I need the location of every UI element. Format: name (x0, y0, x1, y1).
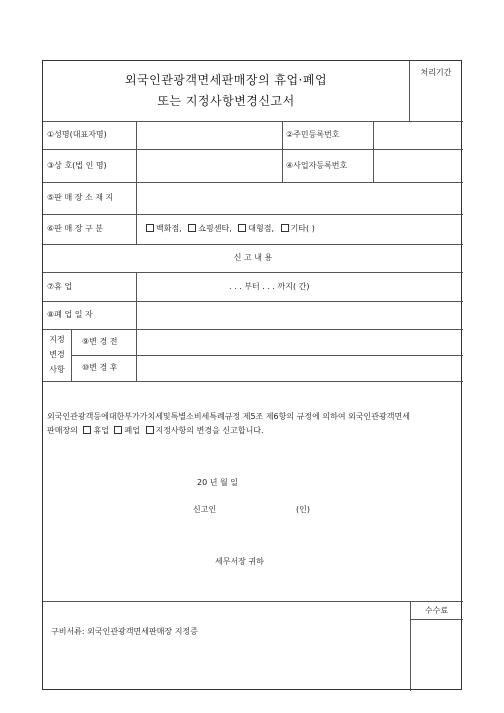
suspension-label: ⑦휴 업 (47, 282, 73, 291)
trade-name-label: ③상 호(법 인 명) (47, 161, 107, 170)
location-label: ⑤판 매 장 소 재 지 (47, 193, 114, 202)
business-no-label: ④사업자등록번호 (286, 161, 348, 170)
change-group-line3: 사항 (49, 365, 65, 374)
change-checkbox[interactable] (146, 426, 154, 434)
closure-date-label: ⑧폐 업 일 자 (47, 310, 93, 319)
fee-field[interactable] (411, 620, 463, 690)
after-field[interactable] (137, 356, 463, 381)
applicant-label: 신고인 (193, 505, 217, 514)
resident-no-field[interactable] (374, 122, 463, 149)
change-group-line2: 변경 (49, 350, 65, 359)
report-content-header: 신 고 내 용 (233, 253, 273, 262)
form-title-line1: 외국인관광객면세판매장의 휴업·폐업 (124, 73, 328, 87)
large-store-checkbox[interactable] (238, 224, 246, 232)
seal-mark: (인) (296, 505, 310, 514)
attachments-note: 구비서류: 외국인관광객면세판매장 지정증 (51, 627, 198, 636)
closure-date-field[interactable] (137, 302, 463, 329)
closure-checkbox[interactable] (114, 426, 122, 434)
name-label: ①성명(대표자명) (47, 130, 107, 139)
shopping-center-checkbox[interactable] (188, 224, 196, 232)
before-label: ⑨변 경 전 (82, 337, 118, 346)
report-form (42, 60, 462, 690)
location-field[interactable] (137, 183, 463, 214)
statement-line1: 외국인관광객등에대한부가가치세및특별소비세특례규정 제5조 제6항의 규정에 의하여 외국인관광객면세 (47, 412, 410, 421)
suspension-period-value[interactable]: . . . 부터 . . . 까지( 간) (229, 282, 310, 291)
trade-name-field[interactable] (137, 150, 282, 182)
suspension-checkbox[interactable] (83, 426, 91, 434)
name-field[interactable] (137, 122, 282, 149)
change-group-line1: 지정 (49, 335, 65, 344)
date-line: 20 년 월 일 (197, 478, 238, 487)
processing-period-label: 처리기간 (420, 68, 452, 77)
before-field[interactable] (137, 330, 463, 355)
store-type-label: ⑥판 매 장 구 분 (47, 224, 103, 233)
after-label: ⑩변 경 후 (82, 363, 118, 372)
form-title-line2: 또는 지정사항변경신고서 (157, 94, 295, 108)
recipient-line: 세무서장 귀하 (215, 557, 264, 566)
business-no-field[interactable] (374, 150, 463, 182)
resident-no-label: ②주민등록번호 (286, 130, 340, 139)
statement-line2: 판매장의 휴업 폐업 지정사항의 변경을 신고합니다. (47, 426, 264, 435)
store-options: 백화점, 쇼핑센타, 대형점, 기타( ) (146, 224, 315, 234)
other-checkbox[interactable] (281, 224, 289, 232)
department-store-checkbox[interactable] (146, 224, 154, 232)
fee-label: 수수료 (424, 606, 449, 615)
